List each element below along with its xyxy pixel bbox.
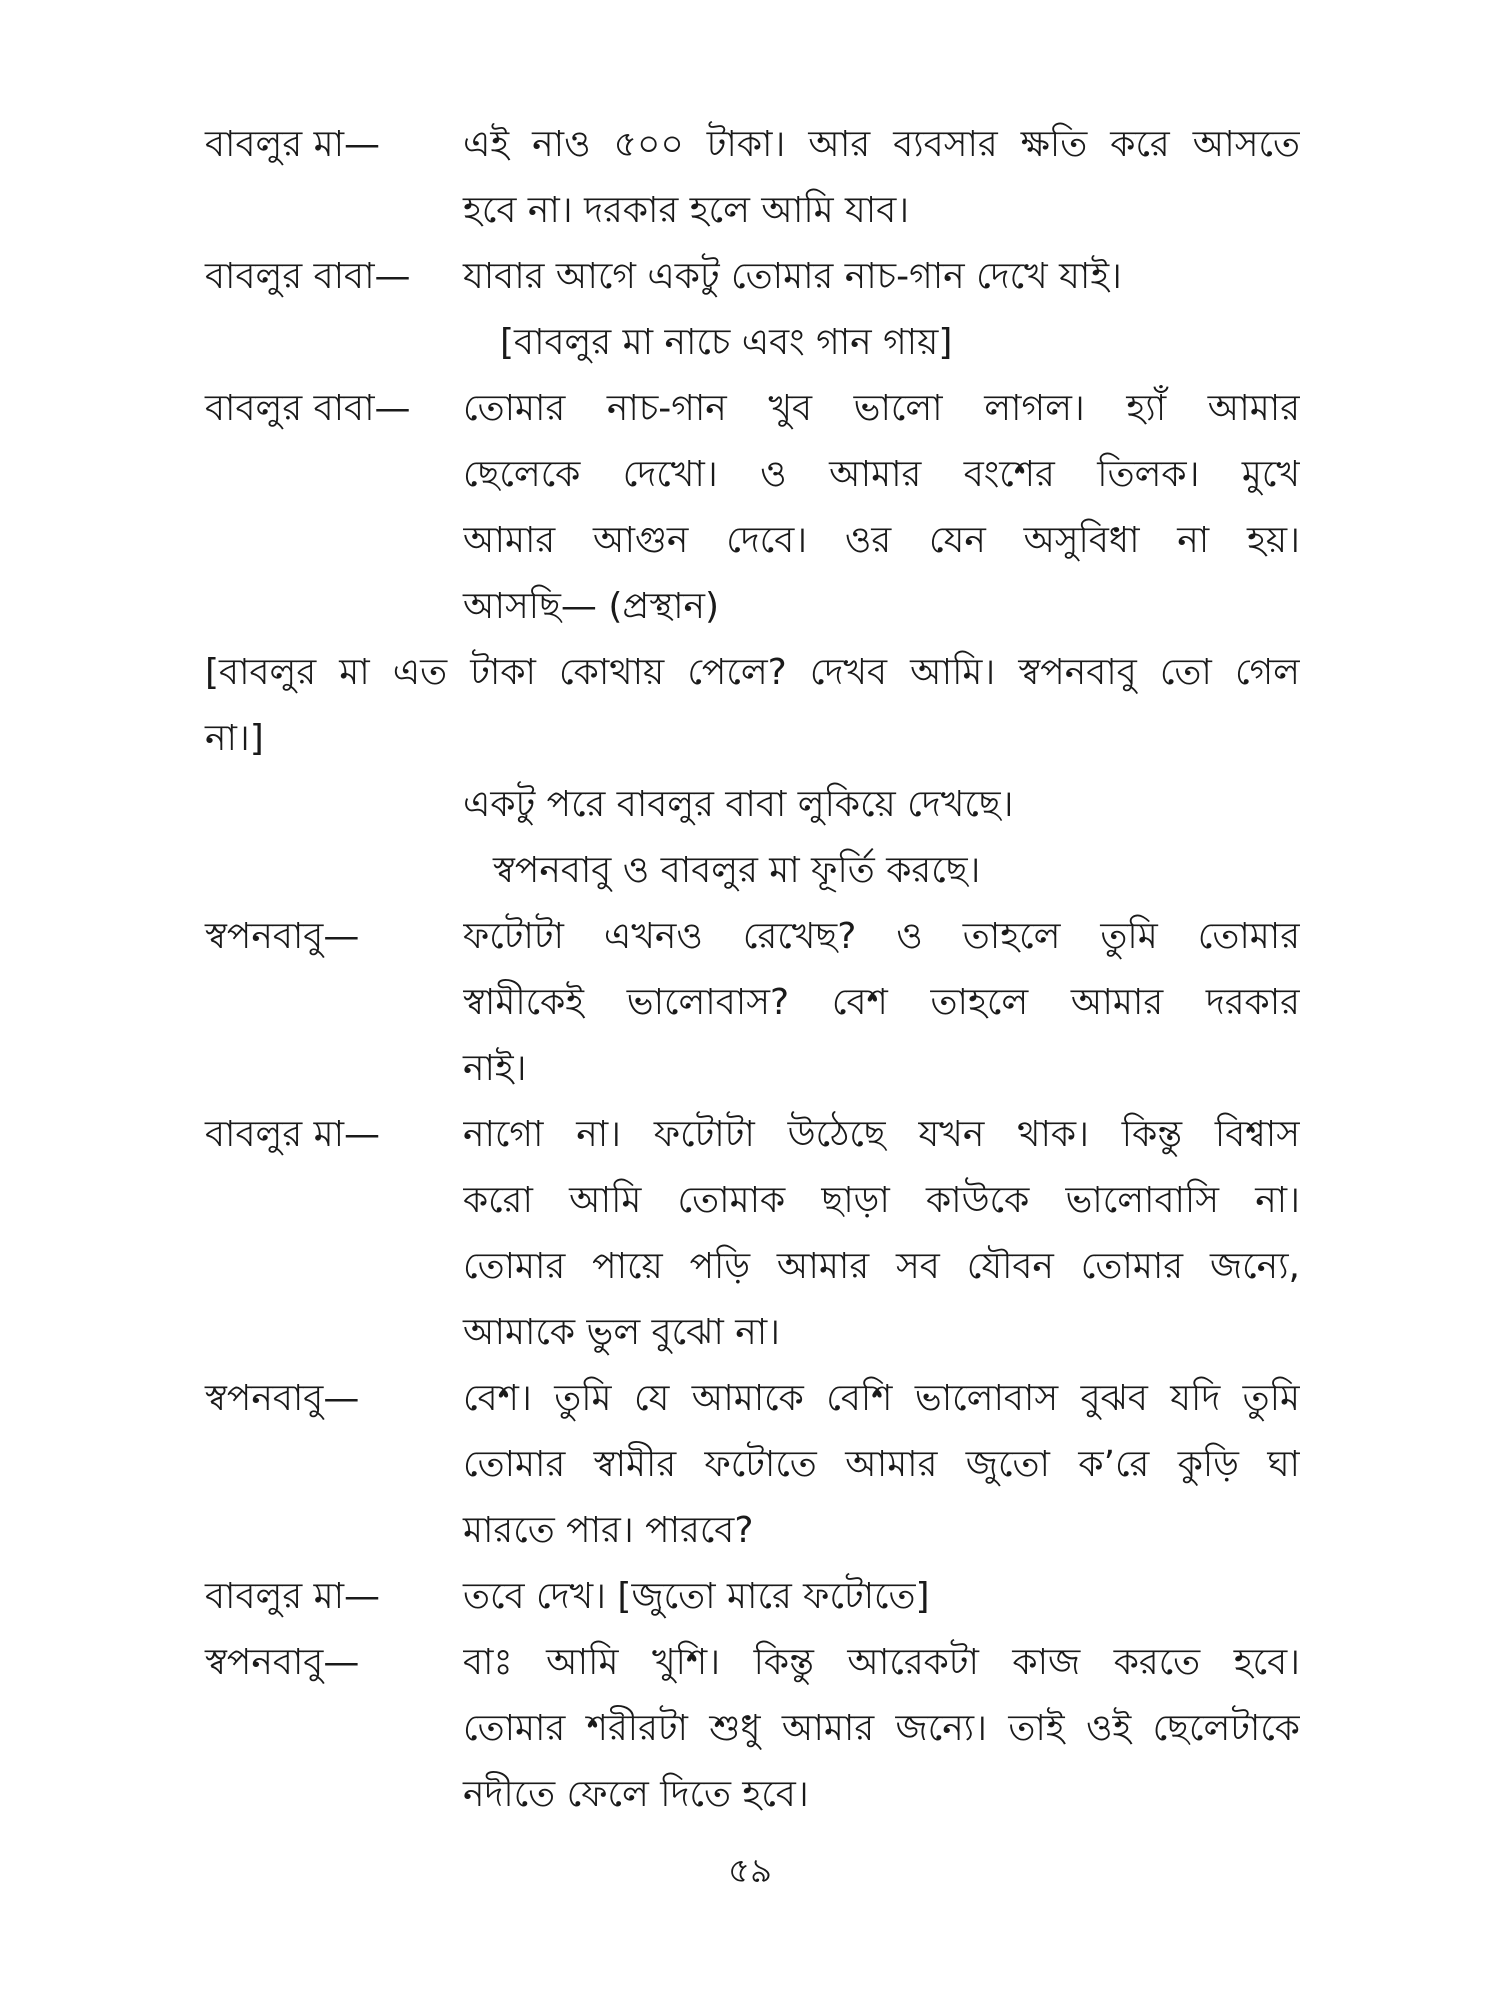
speech-text: [463, 376, 1300, 640]
speech-text: [463, 112, 1300, 244]
speech-line: নাই।: [463, 1048, 527, 1089]
speech-text: [463, 904, 1300, 1102]
speech-text: [463, 244, 1300, 310]
speech-line: মারতে পার। পারবে?: [463, 1510, 754, 1551]
speech-line: তবে দেখ। [জুতো মারে ফটোতে]: [463, 1576, 930, 1617]
speech-line: আমাকে ভুল বুঝো না।: [463, 1312, 781, 1353]
speech-line: হবে না। দরকার হলে আমি যাব।: [463, 190, 910, 231]
speech-line: ফটোটা এখনও রেখেছ? ও তাহলে তুমি তোমার: [463, 916, 1300, 957]
speaker-label: বাবলুর মা—: [205, 1114, 381, 1155]
speech-text: [463, 1564, 1300, 1630]
speech-line: যাবার আগে একটু তোমার নাচ-গান দেখে যাই।: [463, 256, 1122, 297]
speech-line: আমার আগুন দেবে। ওর যেন অসুবিধা না হয়।: [463, 520, 1300, 561]
note-line: [বাবলুর মা এত টাকা কোথায় পেলে? দেখব আমি। স্বপনবাবু তো গেল: [205, 652, 1300, 693]
stage-direction: [বাবলুর মা নাচে এবং গান গায়]: [500, 322, 953, 363]
speech-line: তোমার নাচ-গান খুব ভালো লাগল। হ্যাঁ আমার: [463, 388, 1300, 429]
speech-text: [463, 1630, 1300, 1828]
speaker-label: বাবলুর মা—: [205, 1576, 381, 1617]
speech-line: নাগো না। ফটোটা উঠেছে যখন থাক। কিন্তু বিশ্বাস: [463, 1114, 1300, 1155]
speaker-label: স্বপনবাবু—: [205, 1378, 360, 1419]
narrative-note: [205, 640, 1300, 772]
speech-line: এই নাও ৫০০ টাকা। আর ব্যবসার ক্ষতি করে আসতে: [463, 124, 1300, 165]
speaker-label: বাবলুর মা—: [205, 124, 381, 165]
stage-direction: একটু পরে বাবলুর বাবা লুকিয়ে দেখছে।: [463, 784, 1014, 825]
speech-line: ছেলেকে দেখো। ও আমার বংশের তিলক। মুখে: [463, 454, 1300, 495]
speech-line: তোমার শরীরটা শুধু আমার জন্যে। তাই ওই ছেলেটাকে: [463, 1708, 1300, 1749]
stage-direction: স্বপনবাবু ও বাবলুর মা ফূর্তি করছে।: [493, 850, 981, 891]
speaker-label: বাবলুর বাবা—: [205, 388, 411, 429]
speech-line: করো আমি তোমাক ছাড়া কাউকে ভালোবাসি না।: [463, 1180, 1300, 1221]
speaker-label: স্বপনবাবু—: [205, 1642, 360, 1683]
speech-line: তোমার স্বামীর ফটোতে আমার জুতো ক’রে কুড়ি ঘা: [463, 1444, 1300, 1485]
speaker-label: বাবলুর বাবা—: [205, 256, 411, 297]
note-line: না।]: [205, 718, 264, 759]
speech-line: বাঃ আমি খুশি। কিন্তু আরেকটা কাজ করতে হবে।: [463, 1642, 1300, 1683]
speech-text: [463, 1366, 1300, 1564]
speech-line: নদীতে ফেলে দিতে হবে।: [463, 1774, 809, 1815]
page-number: ৫৯: [727, 1851, 773, 1891]
speech-line: বেশ। তুমি যে আমাকে বেশি ভালোবাস বুঝব যদি তুমি: [463, 1378, 1300, 1419]
speaker-label: স্বপনবাবু—: [205, 916, 360, 957]
speech-line: স্বামীকেই ভালোবাস? বেশ তাহলে আমার দরকার: [463, 982, 1300, 1023]
speech-line: তোমার পায়ে পড়ি আমার সব যৌবন তোমার জন্যে,: [463, 1246, 1300, 1287]
speech-line: আসছি— (প্রস্থান): [463, 586, 720, 627]
speech-text: [463, 1102, 1300, 1366]
